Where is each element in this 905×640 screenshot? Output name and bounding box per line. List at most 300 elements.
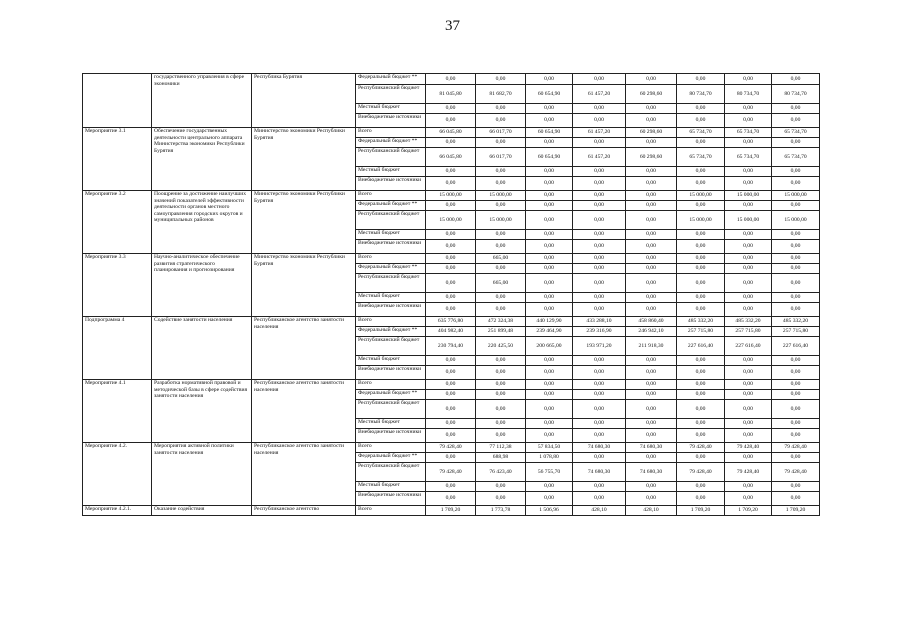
value-cell: 458 860,40	[626, 317, 677, 327]
value-cell: 15 000,00	[426, 191, 476, 201]
value-cell: 0,00	[426, 104, 476, 114]
value-cell: 0,00	[626, 74, 677, 85]
value-cell: 193 971,20	[573, 337, 626, 356]
value-cell: 0,00	[772, 138, 820, 148]
funding-source-label: Местный бюджет	[358, 356, 400, 362]
value-cell: 0,00	[677, 390, 725, 400]
funding-source-label: Федеральный бюджет **	[358, 327, 418, 333]
value-cell: 80 734,70	[677, 85, 725, 104]
value-cell: 0,00	[725, 482, 772, 492]
funding-source-label: Внебюджетные источники	[358, 177, 422, 183]
row-code-cell: Подпрограмма 4	[83, 317, 152, 380]
value-cell: 76 423,40	[476, 463, 526, 482]
value-cell: 0,00	[626, 177, 677, 191]
funding-source-cell	[356, 317, 426, 327]
value-cell: 15 000,00	[772, 211, 820, 230]
value-cell: 0,00	[526, 400, 573, 419]
value-cell: 0,00	[476, 482, 526, 492]
value-cell: 0,00	[526, 201, 573, 211]
funding-source-cell	[356, 293, 426, 303]
value-cell: 0,00	[426, 380, 476, 390]
value-cell: 77 112,38	[476, 443, 526, 453]
value-cell: 433 288,10	[573, 317, 626, 327]
value-cell: 0,00	[526, 356, 573, 366]
funding-source-cell	[356, 482, 426, 492]
value-cell: 0,00	[725, 303, 772, 317]
value-cell: 227 616,40	[677, 337, 725, 356]
value-cell: 0,00	[573, 303, 626, 317]
value-cell: 0,00	[772, 114, 820, 128]
funding-source-cell	[356, 400, 426, 419]
value-cell: 74 680,30	[626, 463, 677, 482]
value-cell: 0,00	[573, 419, 626, 429]
funding-source-cell	[356, 240, 426, 254]
table-row	[83, 443, 820, 453]
value-cell: 0,00	[626, 201, 677, 211]
value-cell: 0,00	[426, 303, 476, 317]
value-cell: 230 794,40	[426, 337, 476, 356]
value-cell: 0,00	[526, 492, 573, 506]
value-cell: 665,00	[476, 254, 526, 264]
value-cell: 0,00	[426, 177, 476, 191]
value-cell: 0,00	[573, 74, 626, 85]
value-cell: 0,00	[426, 254, 476, 264]
value-cell: 66 045,80	[426, 148, 476, 167]
funding-source-label: Внебюджетные источники	[358, 366, 422, 372]
value-cell: 0,00	[476, 356, 526, 366]
value-cell: 0,00	[476, 177, 526, 191]
row-code-cell: Мероприятие 4.2.1.	[83, 506, 152, 516]
value-cell: 0,00	[426, 264, 476, 274]
value-cell: 0,00	[526, 114, 573, 128]
value-cell: 0,00	[573, 240, 626, 254]
value-cell: 0,00	[772, 482, 820, 492]
value-cell: 485 332,20	[677, 317, 725, 327]
value-cell: 257 715,80	[725, 327, 772, 337]
value-cell: 15 000,00	[677, 211, 725, 230]
value-cell: 0,00	[573, 138, 626, 148]
value-cell: 0,00	[626, 366, 677, 380]
value-cell: 0,00	[526, 293, 573, 303]
value-cell: 0,00	[526, 303, 573, 317]
value-cell: 0,00	[772, 380, 820, 390]
value-cell: 60 298,60	[626, 85, 677, 104]
value-cell: 0,00	[772, 254, 820, 264]
value-cell: 0,00	[725, 366, 772, 380]
row-executor-cell: Республиканское агентство занятости населения	[252, 443, 356, 506]
value-cell: 61 457,20	[573, 128, 626, 138]
value-cell: 0,00	[476, 114, 526, 128]
value-cell: 0,00	[626, 293, 677, 303]
value-cell: 0,00	[772, 104, 820, 114]
funding-source-label: Республиканский бюджет	[358, 337, 420, 343]
value-cell: 472 324,38	[476, 317, 526, 327]
funding-source-cell	[356, 492, 426, 506]
table-row	[83, 191, 820, 201]
funding-source-label: Местный бюджет	[358, 482, 400, 488]
value-cell: 0,00	[476, 366, 526, 380]
value-cell: 0,00	[426, 114, 476, 128]
value-cell: 0,00	[573, 356, 626, 366]
funding-source-label: Местный бюджет	[358, 293, 400, 299]
funding-source-cell	[356, 104, 426, 114]
value-cell: 0,00	[526, 138, 573, 148]
value-cell: 0,00	[476, 240, 526, 254]
value-cell: 65 734,70	[725, 128, 772, 138]
value-cell: 0,00	[426, 293, 476, 303]
value-cell: 0,00	[426, 482, 476, 492]
row-code-cell: Мероприятие 4.2.	[83, 443, 152, 506]
value-cell: 65 734,70	[772, 148, 820, 167]
value-cell: 0,00	[772, 167, 820, 177]
funding-source-cell	[356, 74, 426, 85]
value-cell: 0,00	[476, 138, 526, 148]
value-cell: 0,00	[725, 114, 772, 128]
value-cell: 0,00	[626, 264, 677, 274]
funding-source-label: Федеральный бюджет **	[358, 453, 418, 459]
value-cell: 0,00	[426, 492, 476, 506]
funding-source-cell	[356, 114, 426, 128]
table-body	[83, 74, 820, 516]
row-name-cell: Содействие занятости населения	[152, 317, 252, 380]
value-cell: 0,00	[526, 74, 573, 85]
value-cell: 0,00	[476, 390, 526, 400]
funding-source-cell	[356, 148, 426, 167]
value-cell: 0,00	[573, 230, 626, 240]
value-cell: 0,00	[526, 482, 573, 492]
value-cell: 65 734,70	[772, 128, 820, 138]
value-cell: 0,00	[426, 429, 476, 443]
value-cell: 15 000,00	[725, 211, 772, 230]
value-cell: 0,00	[526, 104, 573, 114]
row-code-cell: Мероприятие 3.1	[83, 128, 152, 191]
value-cell: 1 709,20	[725, 506, 772, 516]
value-cell: 0,00	[573, 429, 626, 443]
funding-source-cell	[356, 443, 426, 453]
value-cell: 0,00	[476, 492, 526, 506]
value-cell: 0,00	[725, 453, 772, 463]
value-cell: 0,00	[677, 274, 725, 293]
funding-source-label: Всего	[358, 443, 372, 449]
funding-source-cell	[356, 419, 426, 429]
value-cell: 0,00	[772, 390, 820, 400]
value-cell: 74 680,30	[626, 443, 677, 453]
value-cell: 61 457,20	[573, 148, 626, 167]
value-cell: 0,00	[476, 104, 526, 114]
funding-source-label: Республиканский бюджет	[358, 148, 420, 154]
funding-source-label: Всего	[358, 254, 372, 260]
value-cell: 0,00	[677, 400, 725, 419]
value-cell: 0,00	[626, 274, 677, 293]
value-cell: 440 129,90	[526, 317, 573, 327]
value-cell: 1 709,20	[772, 506, 820, 516]
value-cell: 0,00	[526, 429, 573, 443]
row-name-cell: государственного управления в сфере экономики	[152, 74, 252, 128]
funding-source-label: Внебюджетные источники	[358, 303, 422, 309]
value-cell: 0,00	[725, 429, 772, 443]
value-cell: 0,00	[426, 400, 476, 419]
value-cell: 0,00	[573, 400, 626, 419]
value-cell: 0,00	[626, 419, 677, 429]
value-cell: 79 428,40	[677, 443, 725, 453]
value-cell: 0,00	[677, 293, 725, 303]
funding-source-cell	[356, 201, 426, 211]
value-cell: 0,00	[626, 230, 677, 240]
row-code-cell: Мероприятие 4.1	[83, 380, 152, 443]
value-cell: 0,00	[677, 138, 725, 148]
value-cell: 0,00	[573, 492, 626, 506]
value-cell: 211 918,30	[626, 337, 677, 356]
funding-source-label: Внебюджетные источники	[358, 240, 422, 246]
row-executor-cell: Министерство экономики Республики Бурятия	[252, 254, 356, 317]
value-cell: 257 715,80	[772, 327, 820, 337]
value-cell: 0,00	[526, 380, 573, 390]
value-cell: 0,00	[426, 240, 476, 254]
value-cell: 0,00	[426, 74, 476, 85]
value-cell: 0,00	[476, 303, 526, 317]
value-cell: 80 734,70	[725, 85, 772, 104]
value-cell: 0,00	[573, 264, 626, 274]
value-cell: 0,00	[476, 380, 526, 390]
value-cell: 404 982,40	[426, 327, 476, 337]
value-cell: 0,00	[426, 419, 476, 429]
table-row	[83, 254, 820, 264]
value-cell: 239 464,90	[526, 327, 573, 337]
value-cell: 257 715,80	[677, 327, 725, 337]
value-cell: 0,00	[626, 104, 677, 114]
value-cell: 60 654,90	[526, 85, 573, 104]
value-cell: 0,00	[725, 390, 772, 400]
value-cell: 0,00	[526, 274, 573, 293]
value-cell: 0,00	[725, 419, 772, 429]
row-code-cell	[83, 74, 152, 128]
value-cell: 0,00	[626, 240, 677, 254]
funding-source-label: Местный бюджет	[358, 167, 400, 173]
value-cell: 0,00	[526, 419, 573, 429]
value-cell: 15 000,00	[476, 211, 526, 230]
funding-source-cell	[356, 254, 426, 264]
value-cell: 0,00	[426, 356, 476, 366]
value-cell: 0,00	[626, 492, 677, 506]
value-cell: 0,00	[677, 482, 725, 492]
value-cell: 81 045,80	[426, 85, 476, 104]
value-cell: 0,00	[772, 264, 820, 274]
value-cell: 0,00	[573, 293, 626, 303]
value-cell: 15 000,00	[725, 191, 772, 201]
value-cell: 0,00	[772, 177, 820, 191]
value-cell: 0,00	[772, 366, 820, 380]
row-executor-cell: Республиканское агентство	[252, 506, 356, 516]
value-cell: 0,00	[526, 264, 573, 274]
funding-source-cell	[356, 191, 426, 201]
value-cell: 0,00	[626, 482, 677, 492]
value-cell: 0,00	[426, 366, 476, 380]
value-cell: 74 680,30	[573, 443, 626, 453]
value-cell: 0,00	[725, 400, 772, 419]
value-cell: 0,00	[426, 390, 476, 400]
row-code-cell: Мероприятие 3.3	[83, 254, 152, 317]
value-cell: 0,00	[772, 274, 820, 293]
funding-source-cell	[356, 463, 426, 482]
value-cell: 1 773,78	[476, 506, 526, 516]
value-cell: 227 616,40	[772, 337, 820, 356]
funding-source-cell	[356, 366, 426, 380]
page-number: 37	[445, 18, 460, 34]
value-cell: 0,00	[573, 366, 626, 380]
value-cell: 0,00	[476, 419, 526, 429]
row-executor-cell: Министерство экономики Республики Бурятия	[252, 128, 356, 191]
value-cell: 0,00	[725, 293, 772, 303]
funding-source-cell	[356, 264, 426, 274]
value-cell: 57 834,50	[526, 443, 573, 453]
value-cell: 0,00	[626, 429, 677, 443]
value-cell: 0,00	[677, 419, 725, 429]
value-cell: 0,00	[677, 356, 725, 366]
value-cell: 0,00	[725, 230, 772, 240]
value-cell: 428,10	[573, 506, 626, 516]
value-cell: 0,00	[725, 167, 772, 177]
value-cell: 0,00	[677, 177, 725, 191]
value-cell: 0,00	[725, 177, 772, 191]
value-cell: 0,00	[626, 254, 677, 264]
row-name-cell: Разработка нормативной правовой и методической базы в сфере содействия занятости населения	[152, 380, 252, 443]
value-cell: 0,00	[526, 230, 573, 240]
value-cell: 0,00	[677, 230, 725, 240]
value-cell: 0,00	[677, 167, 725, 177]
table-row	[83, 380, 820, 390]
value-cell: 60 654,90	[526, 148, 573, 167]
funding-source-label: Всего	[358, 506, 372, 512]
value-cell: 0,00	[526, 240, 573, 254]
value-cell: 0,00	[772, 230, 820, 240]
value-cell: 635 776,80	[426, 317, 476, 327]
value-cell: 0,00	[626, 453, 677, 463]
value-cell: 0,00	[626, 303, 677, 317]
row-executor-cell: Республика Бурятия	[252, 74, 356, 128]
funding-source-label: Федеральный бюджет **	[358, 264, 418, 270]
value-cell: 0,00	[677, 429, 725, 443]
value-cell: 1 506,96	[526, 506, 573, 516]
value-cell: 0,00	[725, 201, 772, 211]
value-cell: 0,00	[677, 453, 725, 463]
table-row	[83, 74, 820, 85]
value-cell: 0,00	[526, 254, 573, 264]
funding-source-label: Всего	[358, 380, 372, 386]
funding-source-cell	[356, 380, 426, 390]
funding-source-cell	[356, 167, 426, 177]
value-cell: 0,00	[526, 191, 573, 201]
funding-source-cell	[356, 85, 426, 104]
value-cell: 60 298,60	[626, 128, 677, 138]
value-cell: 56 755,70	[526, 463, 573, 482]
value-cell: 61 457,20	[573, 85, 626, 104]
value-cell: 65 734,70	[725, 148, 772, 167]
funding-source-label: Республиканский бюджет	[358, 274, 420, 280]
value-cell: 0,00	[725, 356, 772, 366]
value-cell: 0,00	[626, 356, 677, 366]
funding-source-cell	[356, 356, 426, 366]
value-cell: 0,00	[772, 356, 820, 366]
value-cell: 0,00	[677, 366, 725, 380]
value-cell: 65 734,70	[677, 148, 725, 167]
value-cell: 0,00	[677, 240, 725, 254]
value-cell: 79 428,40	[772, 443, 820, 453]
row-executor-cell: Республиканское агентство занятости населения	[252, 317, 356, 380]
funding-source-label: Местный бюджет	[358, 230, 400, 236]
value-cell: 251 899,48	[476, 327, 526, 337]
value-cell: 0,00	[677, 74, 725, 85]
value-cell: 0,00	[573, 390, 626, 400]
funding-source-label: Всего	[358, 191, 372, 197]
value-cell: 1 709,20	[677, 506, 725, 516]
value-cell: 1 709,20	[426, 506, 476, 516]
table-row	[83, 317, 820, 327]
value-cell: 0,00	[626, 191, 677, 201]
value-cell: 66 017,70	[476, 128, 526, 138]
value-cell: 0,00	[772, 400, 820, 419]
value-cell: 80 734,70	[772, 85, 820, 104]
funding-source-cell	[356, 453, 426, 463]
value-cell: 81 682,70	[476, 85, 526, 104]
row-name-cell: Научно-аналитическое обеспечение развития стратегического планирования и прогнозирования	[152, 254, 252, 317]
value-cell: 0,00	[573, 211, 626, 230]
value-cell: 0,00	[677, 114, 725, 128]
value-cell: 0,00	[772, 492, 820, 506]
value-cell: 0,00	[677, 380, 725, 390]
value-cell: 0,00	[725, 240, 772, 254]
value-cell: 0,00	[476, 293, 526, 303]
value-cell: 0,00	[725, 138, 772, 148]
value-cell: 0,00	[573, 453, 626, 463]
funding-source-cell	[356, 390, 426, 400]
value-cell: 0,00	[725, 104, 772, 114]
value-cell: 0,00	[476, 201, 526, 211]
value-cell: 60 654,90	[526, 128, 573, 138]
value-cell: 0,00	[772, 240, 820, 254]
funding-source-label: Всего	[358, 317, 372, 323]
row-executor-cell: Республиканское агентство занятости населения	[252, 380, 356, 443]
value-cell: 0,00	[772, 293, 820, 303]
funding-source-label: Федеральный бюджет **	[358, 74, 418, 80]
value-cell: 74 680,30	[573, 463, 626, 482]
value-cell: 0,00	[573, 482, 626, 492]
value-cell: 220 425,50	[476, 337, 526, 356]
table-row	[83, 506, 820, 516]
value-cell: 0,00	[626, 211, 677, 230]
funding-source-label: Республиканский бюджет	[358, 211, 420, 217]
value-cell: 0,00	[626, 400, 677, 419]
value-cell: 239 316,90	[573, 327, 626, 337]
value-cell: 0,00	[426, 201, 476, 211]
value-cell: 0,00	[626, 114, 677, 128]
value-cell: 0,00	[573, 114, 626, 128]
value-cell: 79 428,40	[725, 443, 772, 453]
value-cell: 0,00	[626, 167, 677, 177]
value-cell: 0,00	[772, 429, 820, 443]
funding-source-label: Местный бюджет	[358, 104, 400, 110]
value-cell: 79 428,40	[426, 443, 476, 453]
value-cell: 0,00	[526, 211, 573, 230]
value-cell: 0,00	[426, 138, 476, 148]
value-cell: 79 428,40	[677, 463, 725, 482]
funding-source-cell	[356, 327, 426, 337]
value-cell: 0,00	[626, 390, 677, 400]
value-cell: 0,00	[626, 380, 677, 390]
value-cell: 0,00	[526, 167, 573, 177]
value-cell: 0,00	[677, 264, 725, 274]
value-cell: 0,00	[677, 492, 725, 506]
value-cell: 0,00	[526, 390, 573, 400]
